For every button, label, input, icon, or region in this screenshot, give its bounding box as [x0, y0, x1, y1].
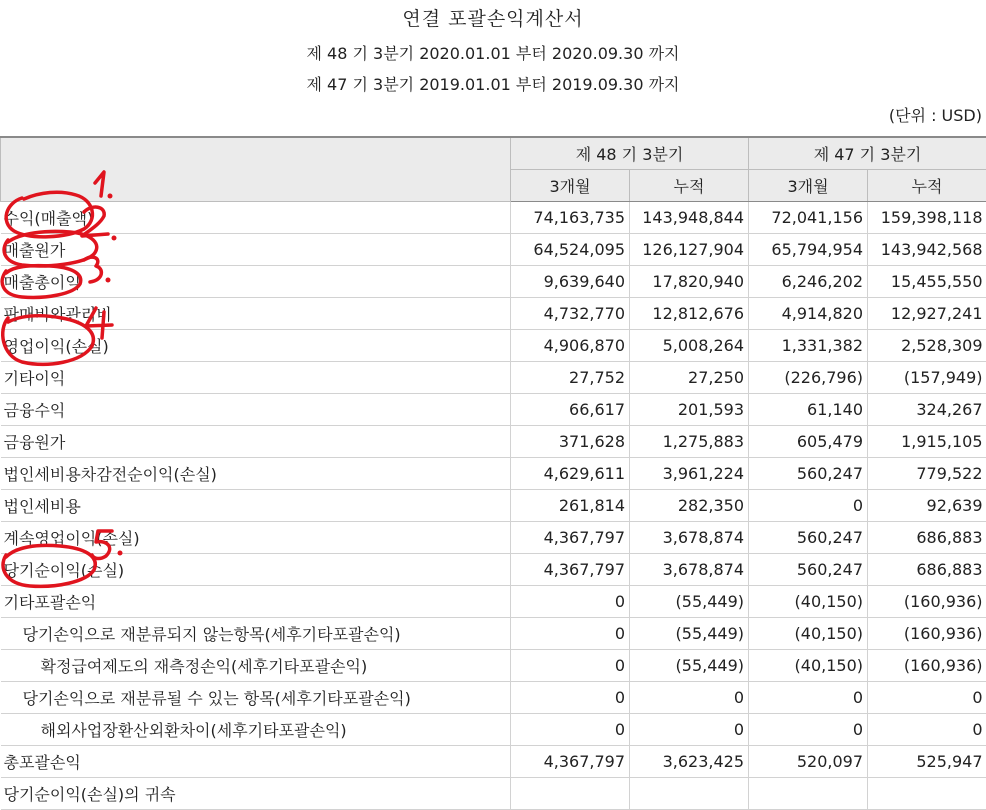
row-value: 560,247 [749, 554, 868, 586]
table-row [1, 202, 986, 234]
table-row [1, 490, 986, 522]
row-label: 금융원가 [1, 426, 511, 458]
table-row [1, 618, 986, 650]
table-row [1, 522, 986, 554]
row-value: 12,812,676 [630, 298, 749, 330]
row-value: 4,367,797 [511, 554, 630, 586]
row-value: 3,678,874 [630, 554, 749, 586]
row-value: 3,961,224 [630, 458, 749, 490]
row-value: 4,367,797 [511, 746, 630, 778]
row-value: 520,097 [749, 746, 868, 778]
header-period-47: 제 47 기 3분기 [749, 137, 986, 170]
row-value: 201,593 [630, 394, 749, 426]
row-value: 0 [630, 714, 749, 746]
row-value: (40,150) [749, 586, 868, 618]
statement-title: 연결 포괄손익계산서 [0, 4, 986, 31]
table-row [1, 362, 986, 394]
row-value: 143,948,844 [630, 202, 749, 234]
row-label: 당기손익으로 재분류되지 않는항목(세후기타포괄손익) [1, 618, 511, 650]
row-value: 12,927,241 [868, 298, 986, 330]
table-row [1, 266, 986, 298]
row-value: (40,150) [749, 650, 868, 682]
row-value: 4,906,870 [511, 330, 630, 362]
row-value: 779,522 [868, 458, 986, 490]
row-value: 1,915,105 [868, 426, 986, 458]
income-statement-table [0, 136, 986, 810]
row-value: 3,678,874 [630, 522, 749, 554]
table-row [1, 330, 986, 362]
row-value [749, 778, 868, 810]
row-value: 324,267 [868, 394, 986, 426]
unit-label: (단위 : USD) [889, 103, 982, 126]
row-value: 61,140 [749, 394, 868, 426]
header-row-periods [1, 137, 986, 170]
row-label: 기타이익 [1, 362, 511, 394]
row-value: 0 [511, 682, 630, 714]
row-value: 6,246,202 [749, 266, 868, 298]
row-value: 0 [511, 586, 630, 618]
row-value: 1,331,382 [749, 330, 868, 362]
row-value: 0 [868, 714, 986, 746]
row-value: 65,794,954 [749, 234, 868, 266]
row-value [511, 778, 630, 810]
header-period-48: 제 48 기 3분기 [511, 137, 749, 170]
row-value: 5,008,264 [630, 330, 749, 362]
row-value: 0 [511, 618, 630, 650]
row-value: 261,814 [511, 490, 630, 522]
row-label: 수익(매출액) [1, 202, 511, 234]
row-value: (160,936) [868, 618, 986, 650]
row-label: 해외사업장환산외환차이(세후기타포괄손익) [1, 714, 511, 746]
row-value: 0 [749, 682, 868, 714]
row-value: 159,398,118 [868, 202, 986, 234]
row-value: (160,936) [868, 650, 986, 682]
row-label: 금융수익 [1, 394, 511, 426]
row-label: 총포괄손익 [1, 746, 511, 778]
row-value: 64,524,095 [511, 234, 630, 266]
row-value: 27,250 [630, 362, 749, 394]
row-label: 매출총이익 [1, 266, 511, 298]
row-label: 매출원가 [1, 234, 511, 266]
row-value: 4,367,797 [511, 522, 630, 554]
row-value: 0 [749, 490, 868, 522]
row-value: (226,796) [749, 362, 868, 394]
row-value: 27,752 [511, 362, 630, 394]
row-value: 17,820,940 [630, 266, 749, 298]
row-value: 686,883 [868, 522, 986, 554]
row-label: 법인세비용차감전순이익(손실) [1, 458, 511, 490]
row-label: 기타포괄손익 [1, 586, 511, 618]
row-label: 당기순이익(손실)의 귀속 [1, 778, 511, 810]
row-value: 72,041,156 [749, 202, 868, 234]
row-value: 143,942,568 [868, 234, 986, 266]
row-value: 126,127,904 [630, 234, 749, 266]
header-cumulative: 누적 [868, 170, 986, 202]
row-value: 3,623,425 [630, 746, 749, 778]
row-value: 686,883 [868, 554, 986, 586]
period-prior: 제 47 기 3분기 2019.01.01 부터 2019.09.30 까지 [0, 72, 986, 95]
row-value: 525,947 [868, 746, 986, 778]
row-value: (55,449) [630, 650, 749, 682]
table-row [1, 714, 986, 746]
row-value: (55,449) [630, 586, 749, 618]
row-label: 영업이익(손실) [1, 330, 511, 362]
row-value: 0 [868, 682, 986, 714]
row-value: 9,639,640 [511, 266, 630, 298]
row-value: 605,479 [749, 426, 868, 458]
row-value: 560,247 [749, 522, 868, 554]
table-row [1, 426, 986, 458]
row-value: 15,455,550 [868, 266, 986, 298]
row-value: 0 [630, 682, 749, 714]
row-value: 0 [749, 714, 868, 746]
row-value: 2,528,309 [868, 330, 986, 362]
header-label-cell [1, 137, 511, 202]
table-row [1, 458, 986, 490]
row-value: 92,639 [868, 490, 986, 522]
row-label: 확정급여제도의 재측정손익(세후기타포괄손익) [1, 650, 511, 682]
row-label: 당기손익으로 재분류될 수 있는 항목(세후기타포괄손익) [1, 682, 511, 714]
table-row [1, 554, 986, 586]
row-value: 66,617 [511, 394, 630, 426]
table-row [1, 650, 986, 682]
row-value [630, 778, 749, 810]
table-row [1, 298, 986, 330]
header-3month: 3개월 [749, 170, 868, 202]
row-value: 371,628 [511, 426, 630, 458]
table-row [1, 778, 986, 810]
row-value: 4,629,611 [511, 458, 630, 490]
row-label: 당기순이익(손실) [1, 554, 511, 586]
row-value: 74,163,735 [511, 202, 630, 234]
row-value: 0 [511, 714, 630, 746]
row-label: 법인세비용 [1, 490, 511, 522]
row-value: (157,949) [868, 362, 986, 394]
table-row [1, 394, 986, 426]
table-row [1, 746, 986, 778]
row-value: 0 [511, 650, 630, 682]
row-value: 560,247 [749, 458, 868, 490]
row-label: 판매비와관리비 [1, 298, 511, 330]
row-value [868, 778, 986, 810]
header-cumulative: 누적 [630, 170, 749, 202]
row-value: (55,449) [630, 618, 749, 650]
row-value: 282,350 [630, 490, 749, 522]
table-row [1, 234, 986, 266]
row-value: 1,275,883 [630, 426, 749, 458]
row-value: (40,150) [749, 618, 868, 650]
header-3month: 3개월 [511, 170, 630, 202]
table-row [1, 682, 986, 714]
row-value: 4,914,820 [749, 298, 868, 330]
table-row [1, 586, 986, 618]
row-value: (160,936) [868, 586, 986, 618]
period-current: 제 48 기 3분기 2020.01.01 부터 2020.09.30 까지 [0, 41, 986, 64]
row-label: 계속영업이익(손실) [1, 522, 511, 554]
row-value: 4,732,770 [511, 298, 630, 330]
